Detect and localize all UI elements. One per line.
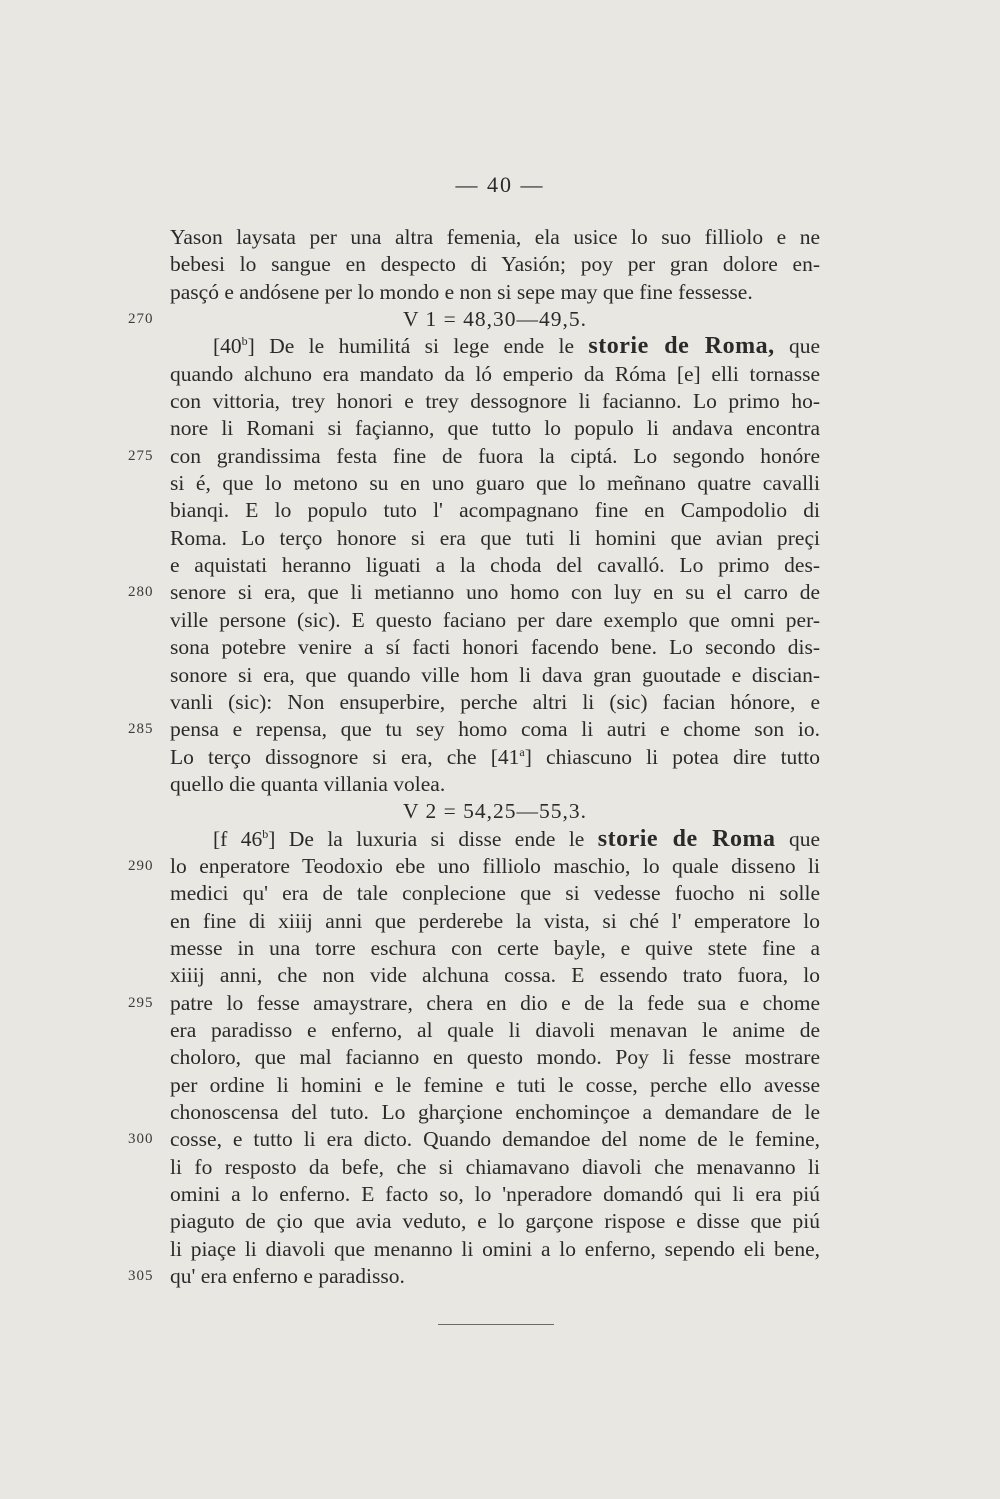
line-text (170, 744, 820, 771)
text-run: con vittoria, trey honori e trey dessognore li facianno. Lo primo ho- (170, 389, 820, 414)
text-run: V 1 = 48,30—49,5. (402, 307, 587, 332)
text-run: pasçó e andósene per lo mondo e non si sepe may que fine fessesse. (170, 279, 753, 304)
line-text (170, 1263, 820, 1290)
line-text (170, 1208, 820, 1235)
text-run: per ordine li homini e le femine e tuti le cosse, perche ello avesse (170, 1072, 820, 1097)
line-text (170, 990, 820, 1017)
text-run: si é, que lo metono su en uno guaro que lo meñnano quatre cavalli (170, 471, 820, 496)
text-run: vanli (sic): Non ensuperbire, perche altri li (sic) facian hónore, e (170, 689, 820, 714)
line-number: 300 (128, 1131, 154, 1148)
text-run: cosse, e tutto li era dicto. Quando demandoe del nome de le femine, (170, 1127, 820, 1152)
line-text (170, 361, 820, 388)
text-run: pensa e repensa, que tu sey homo coma li autri e chome son io. (170, 717, 820, 742)
text-run: li fo resposto da befe, che si chiamavano diavoli che menavanno li (170, 1154, 820, 1179)
text-run: bebesi lo sangue en despecto di Yasión; poy per gran dolore en- (170, 252, 820, 277)
line-text (170, 880, 820, 907)
text-run: [40 (213, 334, 242, 359)
bold-title: storie de Roma (597, 825, 776, 852)
line-text (170, 662, 820, 689)
text-run: patre lo fesse amaystrare, chera en dio e de la fede sua e chome (170, 990, 820, 1015)
text-run: quando alchuno era mandato da ló emperio da Róma [e] elli tornasse (170, 361, 820, 386)
text-run: era paradisso e enferno, al quale li diavoli menavan le anime de (170, 1017, 820, 1042)
line-text (170, 552, 820, 579)
line-text (213, 826, 820, 853)
section-reference (170, 306, 820, 333)
text-run: [f 46 (213, 826, 263, 851)
superscript: b (241, 334, 248, 349)
superscript: a (519, 744, 525, 759)
text-run: medici qu' era de tale conplecione que si vedesse fuocho ni solle (170, 881, 820, 906)
line-text (170, 771, 820, 798)
text-run: xiiij anni, che non vide alchuna cossa. E essendo trato fuora, lo (170, 963, 820, 988)
text-run: e aquistati heranno liguati a la choda del cavalló. Lo primo des- (170, 553, 820, 578)
line-text (170, 689, 820, 716)
line-number: 295 (128, 994, 154, 1011)
section-reference (170, 798, 820, 825)
line-text (170, 1236, 820, 1263)
line-text (170, 497, 820, 524)
line-number: 270 (128, 311, 154, 328)
text-run: lo enperatore Teodoxio ebe uno filliolo maschio, lo quale disseno li (170, 853, 820, 878)
line-text (170, 634, 820, 661)
text-run: Roma. Lo terço honore si era que tuti li homini que avian preçi (170, 525, 820, 550)
text-run: chonoscensa del tuto. Lo gharçione enchominçoe a demandare de le (170, 1100, 820, 1124)
text-run: piaguto de çio que avia veduto, e lo garçone rispose e disse que piú (170, 1209, 820, 1234)
text-run: ] De le humilitá si lege ende le (247, 334, 589, 359)
line-text (170, 443, 820, 470)
text-run: que (774, 334, 821, 359)
line-text (170, 1181, 820, 1208)
text-run: sona potebre venire a sí facti honori facendo bene. Lo secondo dis- (170, 635, 820, 660)
line-text (170, 579, 820, 606)
line-text (170, 525, 820, 552)
line-number: 275 (128, 447, 154, 464)
line-text (170, 1072, 820, 1099)
line-text (170, 962, 820, 989)
text-run: que (775, 826, 820, 851)
line-number: 305 (128, 1268, 154, 1285)
text-run: nore li Romani si façianno, que tutto lo populo li andava encontra (170, 416, 820, 441)
text-run: V 2 = 54,25—55,3. (402, 799, 587, 824)
line-text (170, 1154, 820, 1181)
line-text (170, 908, 820, 935)
text-run: con grandissima festa fine de fuora la ciptá. Lo segondo honóre (170, 443, 820, 468)
line-number: 280 (128, 584, 154, 601)
line-text (170, 1126, 820, 1153)
line-text (170, 607, 820, 634)
text-run: ] De la luxuria si disse ende le (268, 826, 598, 851)
line-text (170, 716, 820, 743)
text-run: quello die quanta villania volea. (170, 771, 446, 796)
line-text (170, 470, 820, 497)
text-run: Lo terço dissognore si era, che [41 (170, 744, 520, 769)
line-text (170, 1017, 820, 1044)
line-number: 285 (128, 721, 154, 738)
text-run: messe in una torre eschura con certe bayle, e quive stete fine a (170, 935, 820, 960)
page-number: — 40 — (455, 172, 545, 197)
line-text (170, 251, 820, 278)
line-number: 290 (128, 857, 154, 874)
line-text (170, 279, 820, 306)
text-run: en fine di xiiij anni que perderebe la vista, si ché l' emperatore lo (170, 908, 820, 933)
text-run: ] chiascuno li potea dire tutto (524, 744, 820, 769)
text-run: omini a lo enferno. E facto so, lo 'nperadore domandó qui li era piú (170, 1182, 820, 1207)
line-text (170, 1044, 820, 1071)
line-text (213, 333, 820, 360)
text-run: choloro, que mal facianno en questo mondo. Poy li fesse mostrare (170, 1045, 820, 1070)
text-run: ville persone (sic). E questo faciano per dare exemplo que omni per- (170, 607, 820, 632)
line-text (170, 224, 820, 251)
bold-title: storie de Roma, (588, 333, 775, 360)
text-run: qu' era enferno e paradisso. (170, 1264, 405, 1289)
line-text (170, 1099, 820, 1126)
text-run: bianqi. E lo populo tuto l' acompagnano fine en Campodolio di (170, 498, 820, 523)
superscript: b (262, 826, 269, 841)
end-rule (438, 1324, 554, 1325)
text-run: li piaçe li diavoli que menanno li omini a lo enferno, sependo eli bene, (170, 1236, 820, 1261)
text-run: senore si era, que li metianno uno homo con luy en su el carro de (170, 580, 820, 605)
text-run: Yason laysata per una altra femenia, ela usice lo suo filliolo e ne (170, 225, 820, 249)
line-text (170, 935, 820, 962)
line-text (170, 853, 820, 880)
line-text (170, 388, 820, 415)
line-text (170, 415, 820, 442)
text-run: sonore si era, que quando ville hom li dava gran guoutade e discian- (170, 662, 820, 687)
